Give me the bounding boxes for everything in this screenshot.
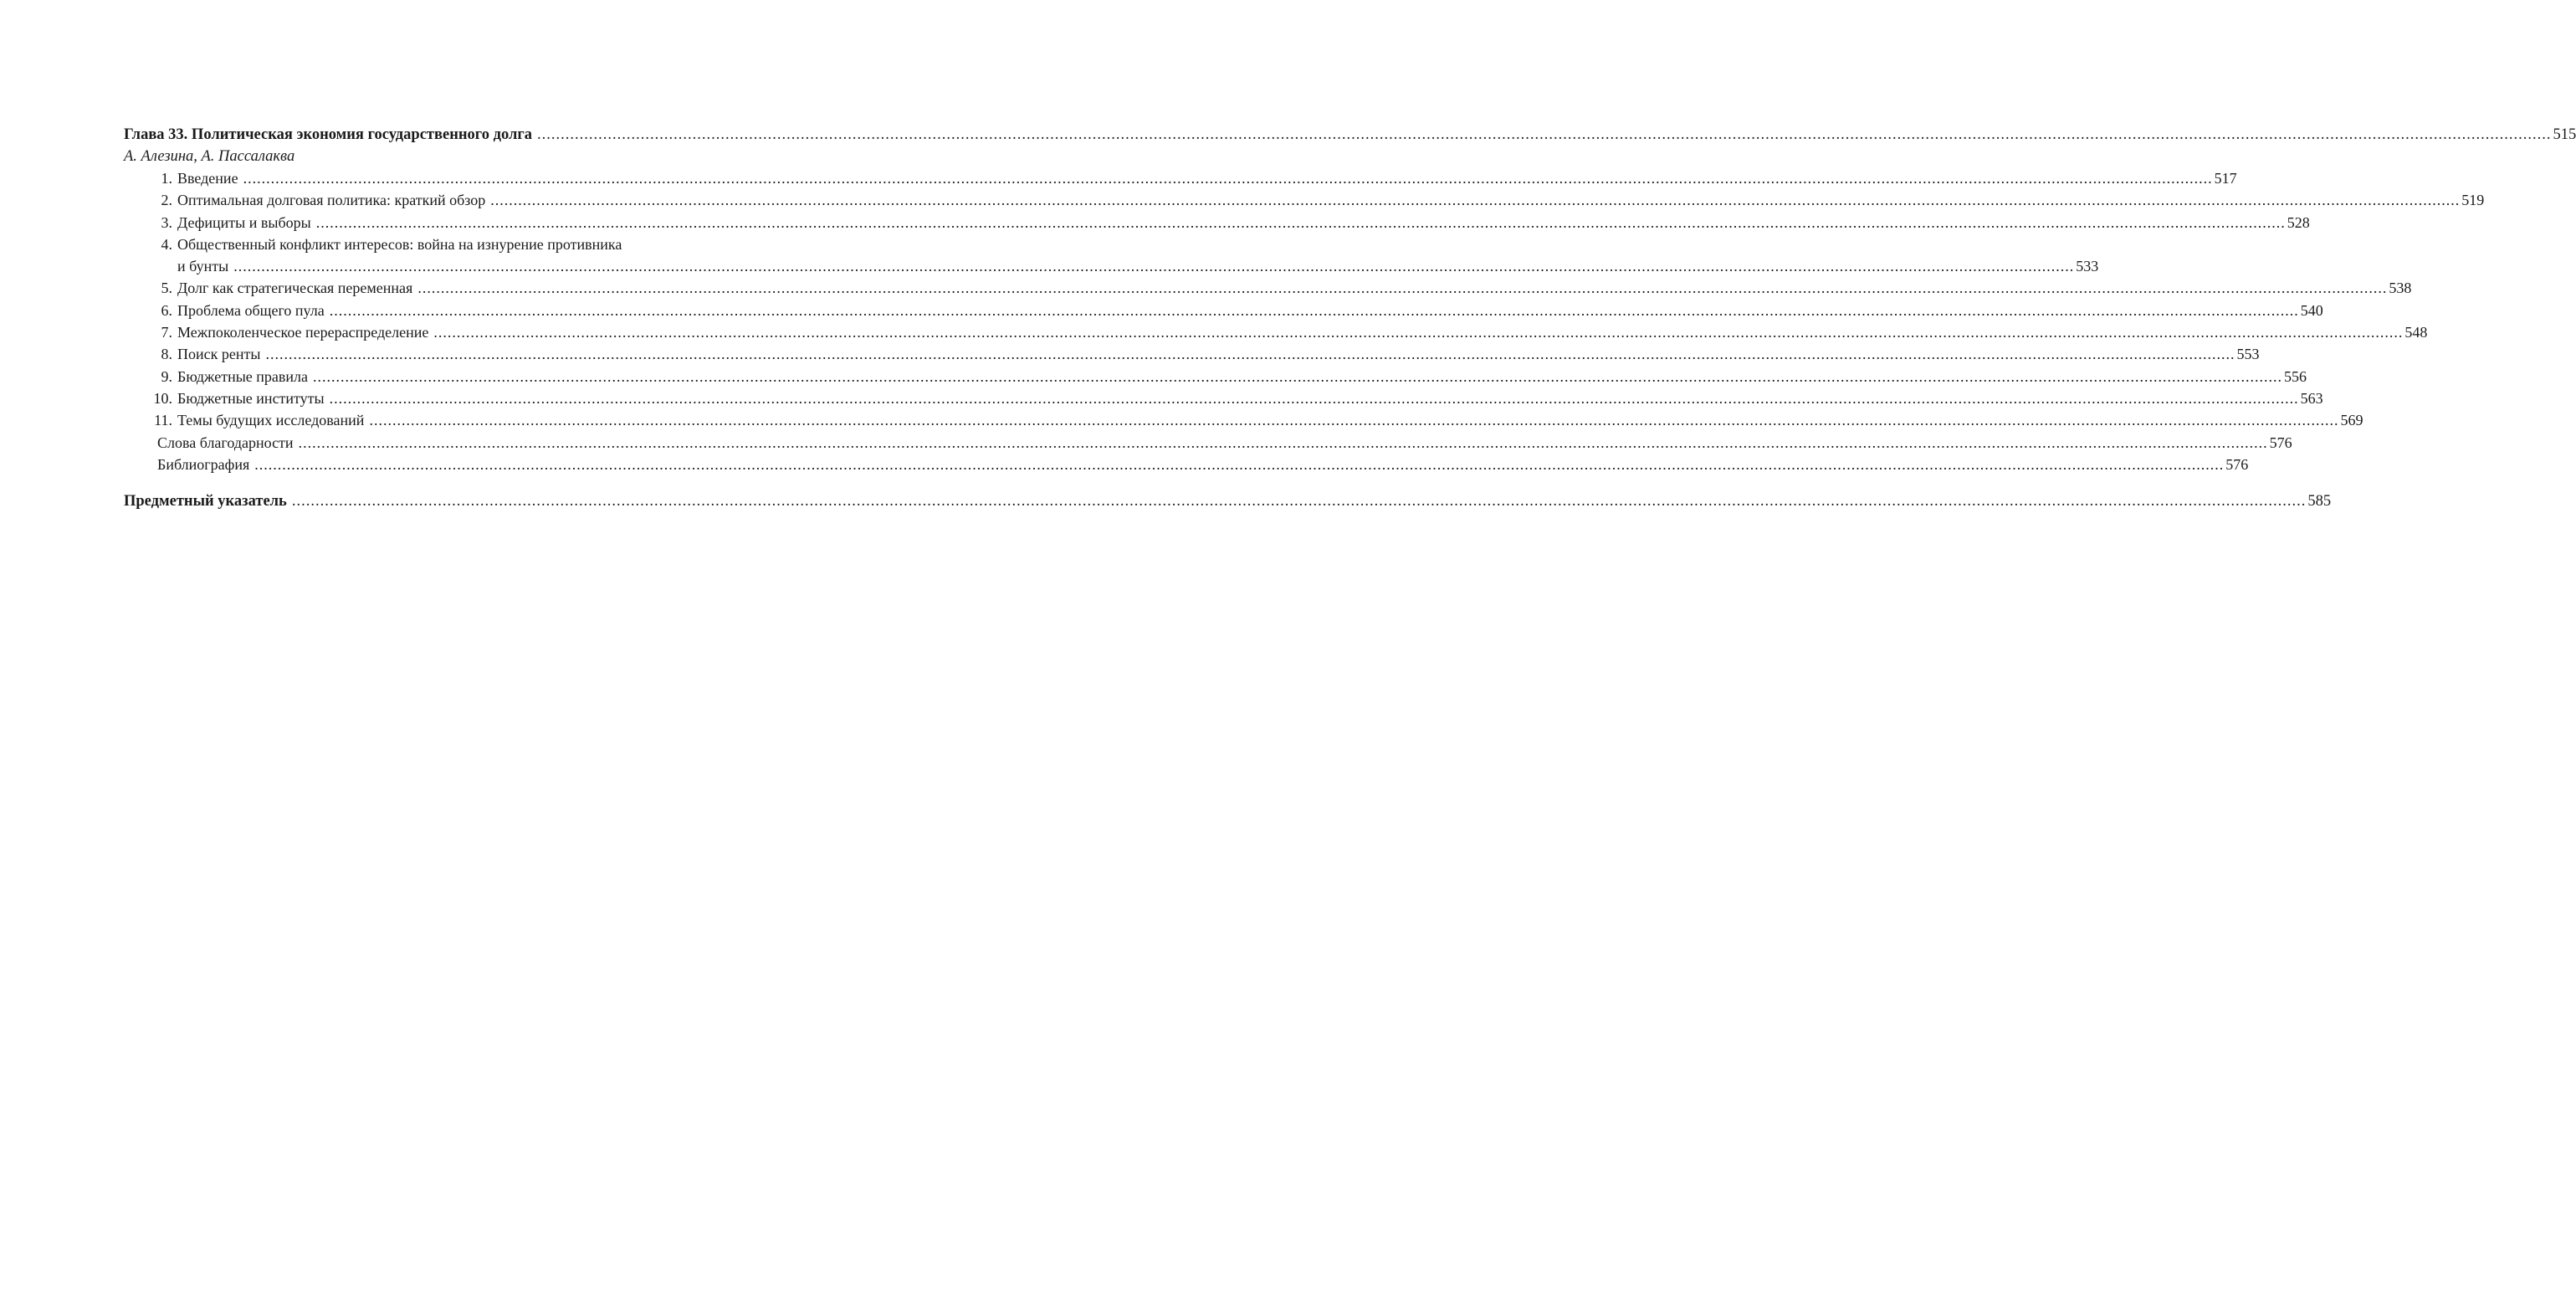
section-page-number: 556 xyxy=(2284,367,2307,385)
dot-leader xyxy=(417,277,2387,299)
dot-leader xyxy=(537,124,2552,146)
section-title-line-2: и бунты xyxy=(177,258,229,275)
toc-entry-9[interactable] xyxy=(124,366,2307,387)
section-title-line-1: Общественный конфликт интересов: война на изнурение противника xyxy=(177,235,622,253)
toc-entry-3[interactable] xyxy=(124,212,2310,233)
dot-leader xyxy=(369,409,2338,431)
dot-leader xyxy=(316,212,2286,233)
section-title: Бюджетные институты xyxy=(177,389,325,407)
section-title: Введение xyxy=(177,170,238,187)
dot-leader xyxy=(330,300,2299,321)
index-title: Предметный указатель xyxy=(124,493,287,511)
toc-entry-5[interactable] xyxy=(124,277,2412,299)
section-number: 10. xyxy=(153,389,172,407)
extra-page-number: 576 xyxy=(2225,455,2249,473)
section-number: 3. xyxy=(161,213,172,231)
section-page-number: 548 xyxy=(2404,324,2428,341)
section-number: 4. xyxy=(161,235,172,253)
section-title: Проблема общего пула xyxy=(177,301,325,319)
dot-leader xyxy=(433,321,2403,343)
dot-leader xyxy=(265,343,2235,365)
section-number: 1. xyxy=(161,170,172,187)
section-number: 5. xyxy=(161,280,172,297)
section-page-number: 517 xyxy=(2214,170,2237,187)
extra-title: Слова благодарности xyxy=(157,434,294,451)
section-page-number: 538 xyxy=(2389,280,2412,297)
toc-entry-8[interactable] xyxy=(124,343,2260,365)
toc-entry-11[interactable] xyxy=(124,409,2363,431)
extra-page-number: 576 xyxy=(2269,434,2292,451)
index-entry[interactable] xyxy=(124,490,2332,513)
index-page-number: 585 xyxy=(2307,493,2332,511)
section-number: 8. xyxy=(161,346,172,363)
toc-entry-10[interactable] xyxy=(124,387,2323,409)
toc-entry-6[interactable] xyxy=(124,300,2323,321)
section-page-number: 540 xyxy=(2300,301,2323,319)
section-title: Межпоколенческое перераспределение xyxy=(177,324,429,341)
extra-title: Библиография xyxy=(157,455,250,473)
section-title: Оптимальная долговая политика: краткий обзор xyxy=(177,192,486,209)
chapter-page-number: 515 xyxy=(2553,126,2576,143)
section-page-number: 563 xyxy=(2300,389,2323,407)
section-number: 9. xyxy=(161,367,172,385)
toc-entry-7[interactable] xyxy=(124,321,2428,343)
toc-entry-bibliography[interactable] xyxy=(124,454,2249,475)
section-title: Темы будущих исследований xyxy=(177,412,365,429)
section-title: Бюджетные правила xyxy=(177,367,309,385)
toc-entry-2[interactable] xyxy=(124,189,2485,211)
toc-entry-4[interactable] xyxy=(124,233,2099,278)
dot-leader: ................................................................................................................................................................................................................................................................................................................................................................................................................ xyxy=(233,258,2075,275)
chapter-authors: А. Алезина, А. Пассалаква xyxy=(124,148,295,165)
chapter-entry[interactable] xyxy=(124,124,2576,146)
section-title: Поиск ренты xyxy=(177,346,261,363)
toc-entry-acknowledgements[interactable] xyxy=(124,432,2292,454)
dot-leader xyxy=(313,366,2282,387)
section-number: 2. xyxy=(161,192,172,209)
dot-leader xyxy=(254,454,2224,475)
dot-leader xyxy=(330,387,2299,409)
chapter-title: Глава 33. Политическая экономия государственного долга xyxy=(124,126,532,143)
dot-leader xyxy=(292,490,2307,513)
dot-leader xyxy=(243,167,2213,189)
toc-entry-1[interactable] xyxy=(124,167,2237,189)
section-page-number: 553 xyxy=(2236,346,2260,363)
section-page-number: 569 xyxy=(2340,412,2363,429)
section-number: 11. xyxy=(154,412,172,429)
section-title: Дефициты и выборы xyxy=(177,213,311,231)
section-page-number: 533 xyxy=(2076,258,2099,275)
section-page-number: 519 xyxy=(2461,192,2485,209)
section-page-number: 528 xyxy=(2287,213,2310,231)
dot-leader xyxy=(299,432,2268,454)
section-number: 7. xyxy=(161,324,172,341)
dot-leader xyxy=(490,189,2460,211)
section-title: Долг как стратегическая переменная xyxy=(177,280,413,297)
table-of-contents xyxy=(124,124,2576,513)
section-number: 6. xyxy=(161,301,172,319)
